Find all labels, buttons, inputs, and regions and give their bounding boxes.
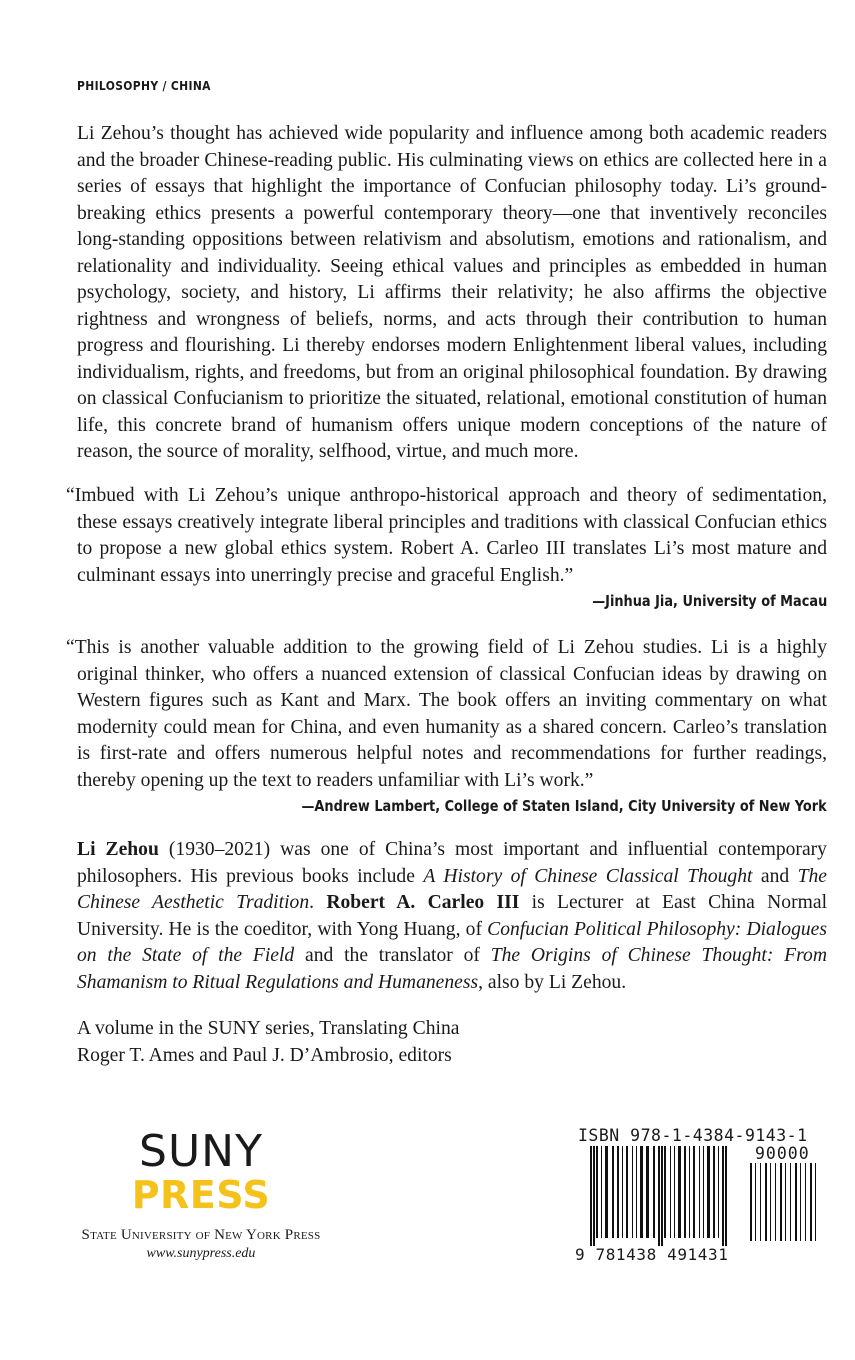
book-title: The Origins of Chinese Thought: From Shamanism to Ritual Regulations and Humaneness <box>77 945 827 993</box>
book-description: Li Zehou’s thought has achieved wide popularity and influence among both academic readers and the broader Chinese-reading public. His culminating views on ethics are collected here in a series of essays that highlight the importance of Confucian philosophy today. Li’s ground-breaking ethics presents a powerful contemporary theory—one that inventively reconciles long-standing oppositions between relativism and absolutism, emotions and rationalism, and relationality and individuality. Seeing ethical values and principles as embedded in human psychology, society, and history, Li affirms their relativity; he also affirms the objective rightness and wrongness of beliefs, norms, and acts through their contribution to human progress and flourishing. Li thereby endorses modern Enlightenment liberal values, including individualism, rights, and freedoms, but from an original philosophical foundation. By drawing on classical Confucianism to prioritize the situated, relational, emotional constitution of human life, this concrete brand of humanism offers unique modern conceptions of the nature of reason, the source of morality, selfhood, virtue, and much more. <box>77 123 827 462</box>
barcode-bar <box>790 1163 791 1241</box>
barcode-bar <box>722 1146 724 1246</box>
barcode-bar <box>601 1146 602 1238</box>
barcode-bar <box>646 1146 649 1238</box>
barcode-bar <box>775 1163 776 1241</box>
barcode-bar <box>718 1146 719 1238</box>
barcode-bar <box>661 1146 663 1246</box>
barcode-bar <box>795 1163 797 1241</box>
publisher-url: www.sunypress.edu <box>146 1246 256 1261</box>
barcode-bar <box>678 1146 681 1238</box>
barcode-bar <box>670 1146 671 1238</box>
barcode-bar <box>760 1163 761 1241</box>
barcode-bar <box>674 1146 675 1238</box>
endorsement-quote-2 <box>66 635 827 817</box>
barcode-bar <box>612 1146 614 1238</box>
barcode-bar <box>590 1146 592 1246</box>
barcode-bar <box>770 1163 771 1241</box>
ean-number: 9 781438 491431 <box>575 1245 729 1264</box>
barcode-bar <box>755 1163 756 1241</box>
book-title: Confucian Political Philosophy: Dialogues on the State of the Field <box>77 918 827 966</box>
barcode-bar <box>713 1146 715 1238</box>
barcode-bar <box>636 1146 637 1238</box>
quote-attribution: —Jinhua Jia, University of Macau <box>591 592 827 610</box>
addon-barcode-bars <box>750 1163 820 1243</box>
category-label: PHILOSOPHY / CHINA <box>77 78 211 93</box>
barcode-bar <box>617 1146 619 1238</box>
barcode-bar <box>622 1146 623 1238</box>
book-title: The Chinese Aesthetic Tradition <box>77 865 827 913</box>
barcode-bar <box>626 1146 628 1238</box>
barcode-bar <box>815 1163 816 1241</box>
quote-text: “This is another valuable addition to the growing field of Li Zehou studies. Li is a highly original thinker, who offers a nuanced extension of classical Confucian ideas by drawing on Western figures such as Kant and Marx. The book offers an inviting commentary on what modernity could mean for China, and even humanity as a shared concern. Carleo’s translation is first-rate and offers numerous helpful notes and recommendations for further readings, thereby opening up the text to readers unfamiliar with Li’s work.” <box>66 637 827 791</box>
barcode-bar <box>658 1146 660 1246</box>
logo-press-text: PRESS <box>131 1173 271 1217</box>
author-bio: Li Zehou (1930–2021) was one of China’s most important and influential contemporary philosophers. His previous books include A History of Chinese Classical Thought and The Chinese Aesthetic Tradition. Robert A. Carleo III is Lecturer at East China Normal University. He is the coeditor, with Yong Huang, of Confucian Political Philosophy: Dialogues on the State of the Field and the translator of The Origins of Chinese Thought: From Shamanism to Ritual Regulations and Humaneness, also by Li Zehou. <box>77 839 828 993</box>
barcode-bar <box>750 1163 752 1241</box>
series-info <box>77 1016 777 1069</box>
ean-barcode-bars <box>590 1146 740 1246</box>
publisher-name: State University of New York Press <box>81 1227 321 1243</box>
translator-name: Robert A. Carleo III <box>326 892 520 913</box>
barcode-bar <box>664 1146 666 1238</box>
barcode-bar <box>805 1163 806 1241</box>
author-name: Li Zehou <box>77 839 159 860</box>
logo-suny-text: SUNY <box>139 1126 263 1177</box>
barcode-bar <box>699 1146 700 1238</box>
barcode-bar <box>640 1146 643 1238</box>
barcode-bar <box>653 1146 655 1238</box>
barcode-bar <box>810 1163 812 1241</box>
barcode-bar <box>593 1146 595 1246</box>
barcode-bar <box>785 1163 786 1241</box>
endorsement-quote-1 <box>66 483 827 612</box>
publisher-logo <box>66 1126 336 1264</box>
barcode-bar <box>725 1146 727 1246</box>
barcode-bar <box>693 1146 695 1238</box>
barcode-bar <box>703 1146 704 1238</box>
barcode-bar <box>780 1163 782 1241</box>
barcode-bar <box>707 1146 710 1238</box>
isbn-label: ISBN 978-1-4384-9143-1 <box>578 1126 808 1145</box>
barcode-bar <box>684 1146 686 1238</box>
quote-text: “Imbued with Li Zehou’s unique anthropo-historical approach and theory of sedimentation, these essays creatively integrate liberal principles and traditions with classical Confucian ethics to propose a new global ethics system. Robert A. Carleo III translates Li’s most mature and culminant essays into unerringly precise and graceful English.” <box>66 485 827 586</box>
book-title: A History of Chinese Classical Thought <box>423 865 753 887</box>
quote-attribution: —Andrew Lambert, College of Staten Island, City University of New York <box>301 797 827 815</box>
barcode-bar <box>605 1146 608 1238</box>
price-code: 90000 <box>755 1144 810 1163</box>
series-name: A volume in the SUNY series, Translating China <box>77 1018 460 1039</box>
barcode-bar <box>689 1146 690 1238</box>
barcode-bar <box>632 1146 633 1238</box>
barcode-bar <box>800 1163 801 1241</box>
barcode-bar <box>765 1163 767 1241</box>
series-editors: Roger T. Ames and Paul J. D’Ambrosio, editors <box>77 1044 452 1066</box>
barcode-bar <box>596 1146 598 1238</box>
